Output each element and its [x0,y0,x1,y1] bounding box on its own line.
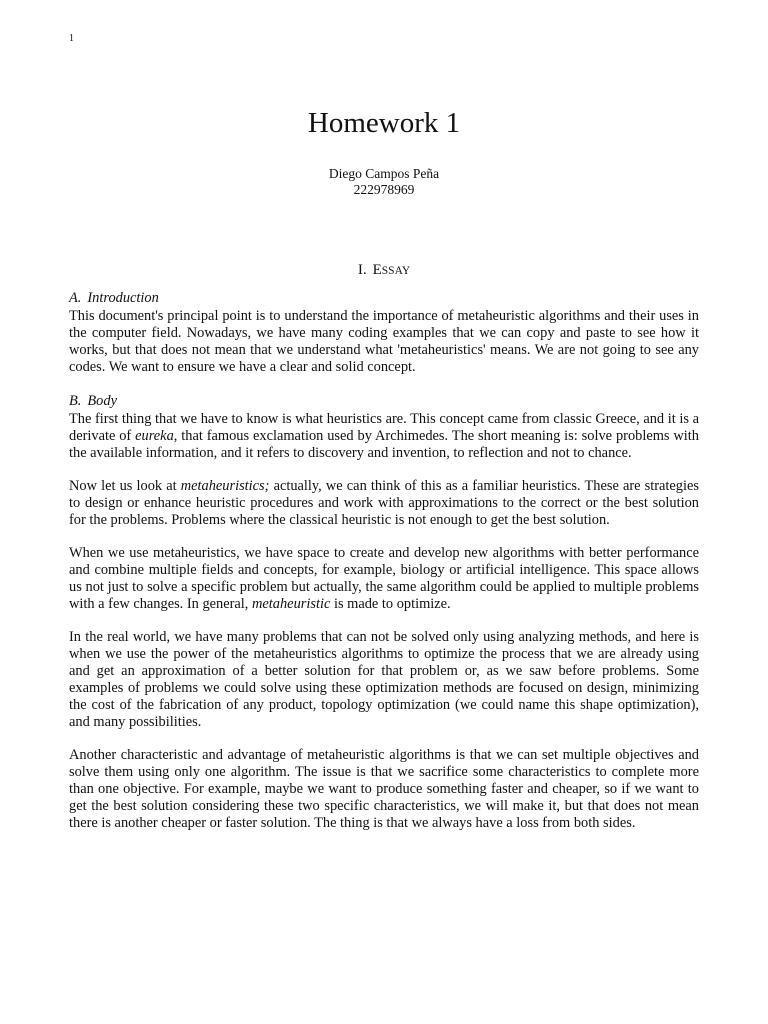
document-content [69,289,699,832]
text-run: actually, we can think of this as a familiar heuristics. These are strategies to design or enhance heuristic procedures and work with approximations to the correct or the best solution for the problems. Problems where the classical heuristic is not enough to get the best solution. [69,478,699,528]
author-name: Diego Campos Peña [328,166,440,181]
text-run: When we use metaheuristics, we have space to create and develop new algorithms with better performance and combine multiple fields and concepts, for example, biology or artificial intelligence. This space allows us not just to solve a specific problem but actually, the same algorithm could be applied to multiple problems with a few changes. In general, [69,545,699,612]
subheading-label: Body [87,393,117,409]
emphasis-text: metaheuristics; [180,478,270,494]
text-run: , that famous exclamation used by Archimedes. The short meaning is: solve problems with the available information, and it refers to discovery and invention, to reflection and not to chance. [69,428,700,461]
subheading-introduction [69,289,699,308]
author-id: 222978969 [353,182,415,197]
body-paragraph-4: In the real world, we have many problems that can not be solved only using analyzing methods, and here is when we use the power of the metaheuristics algorithms to optimize the process that we are already using and get an approximation of a better solution for that problem or, as we saw before problems. Some examples of problems we could solve using these optimization methods are focused on design, minimizing the cost of the fabrication of any product, topology optimization (we could name this shape optimization), and many possibilities. [69,629,699,730]
section-number: I. [357,262,367,278]
subheading-letter: B. [69,393,82,409]
author-block [0,166,768,198]
emphasis-text: eureka [135,428,174,444]
section-title-initial: E [372,262,382,278]
subheading-label: Introduction [87,290,159,306]
body-paragraph-1 [69,411,699,462]
body-paragraph-3 [69,545,699,613]
subheading-body [69,392,699,411]
introduction-paragraph: This document's principal point is to understand the importance of metaheuristic algorithms and their uses in the computer field. Nowadays, we have many coding examples that we can copy and paste to see how it works, but that does not mean that we understand what 'metaheuristics' means. We are not going to see any codes. We want to ensure we have a clear and solid concept. [69,308,699,375]
body-paragraph-2 [69,478,699,529]
section-title-rest: SSAY [381,265,411,277]
text-run: The first thing that we have to know is what heuristics are. This concept came from classic Greece, and it is a derivate of [69,411,699,444]
section-heading [0,261,768,280]
emphasis-text: metaheuristic [252,596,331,612]
document-title: Homework 1 [307,107,461,139]
text-run: is made to optimize. [330,596,451,612]
subheading-letter: A. [69,290,82,306]
body-paragraph-5: Another characteristic and advantage of metaheuristic algorithms is that we can set multiple objectives and solve them using only one algorithm. The issue is that we sacrifice some characteristics to complete more than one objective. For example, maybe we want to produce something faster and cheaper, so if we want to get the best solution considering these two specific characteristics, we will make it, but that does not mean there is another cheaper or faster solution. The thing is that we always have a loss from both sides. [69,747,699,831]
text-run: Now let us look at [69,478,181,494]
page-number: 1 [69,33,74,44]
